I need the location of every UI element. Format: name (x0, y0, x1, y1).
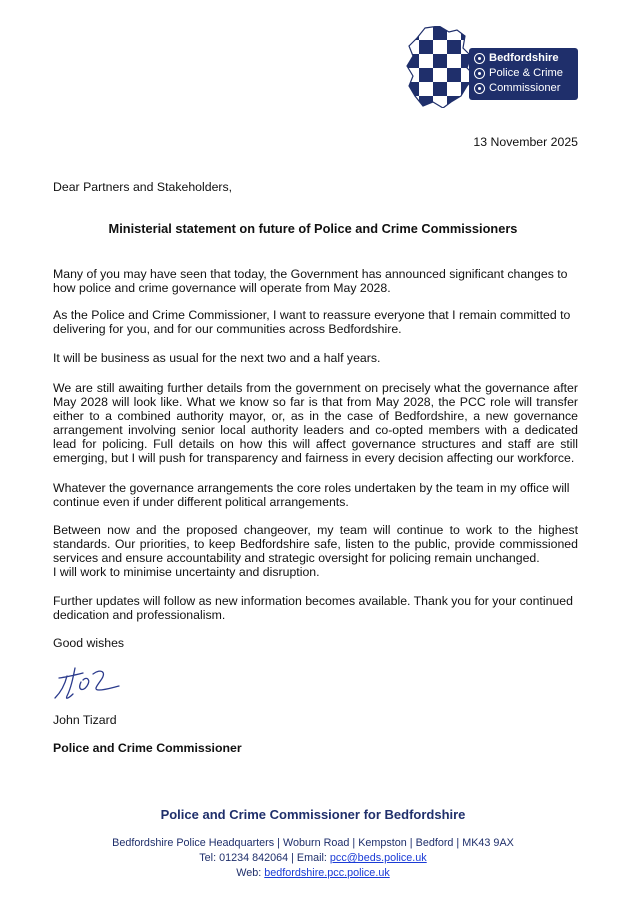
paragraph: I will work to minimise uncertainty and disruption. (53, 565, 320, 579)
logo-line-3: Commissioner (489, 82, 561, 94)
signer-name: John Tizard (53, 713, 117, 727)
website-link[interactable]: bedfordshire.pcc.police.uk (264, 867, 390, 879)
logo-line-2: Police & Crime (489, 67, 563, 79)
letter-date: 13 November 2025 (473, 135, 578, 149)
footer-web-label: Web: (236, 867, 265, 879)
crest-icon (474, 83, 485, 94)
paragraph: As the Police and Crime Commissioner, I want to reassure everyone that I remain committed to delivering for you, and for our communities across Bedfordshire. (53, 308, 571, 336)
footer-title: Police and Crime Commissioner for Bedfordshire (160, 807, 466, 822)
footer-web (0, 867, 626, 880)
signer-title: Police and Crime Commissioner (53, 741, 242, 755)
salutation: Dear Partners and Stakeholders, (53, 180, 233, 194)
paragraph: Further updates will follow as new information becomes available. Thank you for your continued dedication and professionalism. (53, 594, 573, 622)
paragraph: It will be business as usual for the next two and a half years. (53, 351, 381, 365)
paragraph-group (53, 523, 578, 579)
letter-title: Ministerial statement on future of Police and Crime Commissioners (108, 221, 518, 236)
crest-icon (474, 68, 485, 79)
bedfordshire-pcc-logo (405, 26, 578, 108)
email-link[interactable]: pcc@beds.police.uk (329, 852, 427, 864)
paragraph: Whatever the governance arrangements the core roles undertaken by the team in my office will continue even if under different political arrangements. (53, 481, 570, 509)
logo-line-1: Bedfordshire (489, 52, 559, 64)
closing: Good wishes (53, 636, 125, 650)
paragraph: Many of you may have seen that today, the Government has announced significant changes to how police and crime governance will operate from May 2028. (53, 267, 568, 295)
signature (53, 662, 133, 702)
crest-icon (474, 53, 485, 64)
footer-tel-label: Tel: 01234 842064 | Email: (199, 852, 330, 864)
paragraph: We are still awaiting further details from the government on precisely what the governance after May 2028 will look like. What we know so far is that from May 2028, the PCC role will transfer either to a combined authority mayor, or, as in the case of Bedfordshire, a new governance arrangement involving senior local authority leaders and co-opted members with a dedicated lead for policing. Full details on how this will affect governance structures and staff are still emerging, but I will push for transparency and fairness in every decision affecting our workforce. (53, 381, 578, 465)
footer-contact (0, 852, 626, 865)
paragraph: Between now and the proposed changeover, my team will continue to work to the highest standards. Our priorities, to keep Bedfordshire safe, listen to the public, provide commissioned services and ensure accountability and strategic oversight for policing remain unchanged. (53, 523, 578, 565)
logo-wordmark-box (469, 48, 578, 100)
footer-address: Bedfordshire Police Headquarters | Woburn Road | Kempston | Bedford | MK43 9AX (112, 837, 514, 849)
